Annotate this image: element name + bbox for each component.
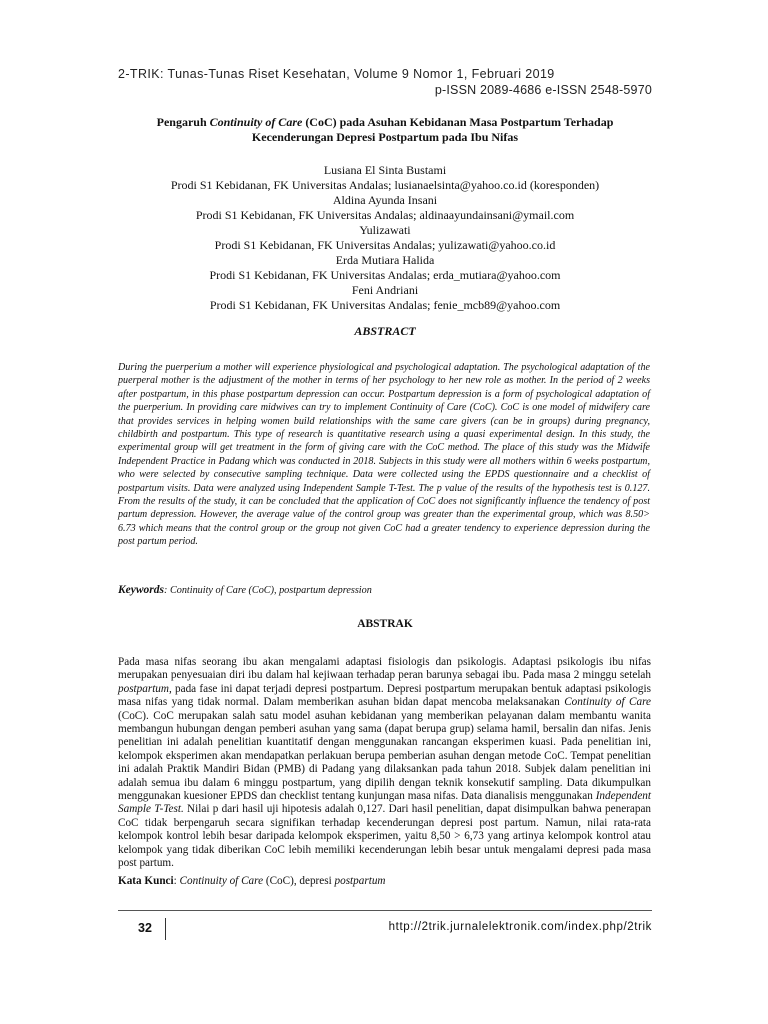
- title-line-2: Kecenderungan Depresi Postpartum pada Ibu Nifas: [251, 130, 519, 144]
- keywords-value: : Continuity of Care (CoC), postpartum depression: [164, 585, 372, 596]
- title-part-3: (CoC) pada Asuhan Kebidanan Masa Postpartum Terhadap: [302, 115, 614, 129]
- paper-title: [118, 115, 652, 145]
- abstrak-italic: Continuity of Care: [564, 696, 651, 709]
- kata-kunci-text: (CoC), depresi: [263, 875, 335, 887]
- abstract-heading: ABSTRACT: [354, 324, 416, 338]
- abstrak-text: Nilai p dari hasil uji hipotesis adalah 0,127. Dari hasil penelitian, dapat disimpulkan bahwa penerapan CoC tidak berpengaruh secara signifikan terhadap kecenderungan depresi post partum. Namun, nilai rata-rata kelompok kontrol lebih besar daripada kelompok eksperimen, yaitu 8,50 > 6,73 yang artinya kelompok kontrol atau kelompok yang tidak diberikan CoC lebih memiliki kecenderungan lebih besar untuk mengalami depresi pada masa post partum.: [118, 803, 651, 870]
- author-affiliation: Prodi S1 Kebidanan, FK Universitas Andalas; yulizawati@yahoo.co.id: [214, 238, 556, 252]
- journal-citation: 2-TRIK: Tunas-Tunas Riset Kesehatan, Volume 9 Nomor 1, Februari 2019: [118, 67, 555, 81]
- abstrak-italic: postpartum,: [118, 682, 172, 695]
- author-name: Yulizawati: [359, 223, 411, 237]
- abstract-body: During the puerperium a mother will experience physiological and psychological adaptation. The psychological adaptation of the puerperal mother is the adjustment of the mother in terms of her psychology to her new role as mother. In the period of 2 weeks after postpartum, in this phase postpartum depression can occur. Postpartum depression is a form of psychological adaptation of the puerperium. In providing care midwives can try to implement Continuity of Care (CoC). CoC is one model of midwifery care that provides services in helping women build relationships with the same care givers (can be in groups) during pregnancy, childbirth and postpartum. This type of research is quantitative research using a quasi experimental design. In this study, the experimental group will get treatment in the form of giving care with the CoC method. The place of this study was the Midwife Independent Practice in Padang which was conducted in 2018. Subjects in this study were all mothers within 6 weeks postpartum, who were selected by consecutive sampling technique. Data were collected using the EPDS questionnaire and a checklist of postpartum visits. Data were analyzed using Independent Sample T-Test. The p value of the results of the hypothesis test is 0.127. From the results of the study, it can be concluded that the application of CoC does not significantly influence the tendency of post partum depression. However, the average value of the control group was greater than the experimental group, which was 8.50> 6.73 which means that the control group or the group not given CoC had a greater tendency to experience depression during the post partum period.: [118, 362, 650, 548]
- title-part-1: Pengaruh: [156, 115, 210, 129]
- author-affiliation: Prodi S1 Kebidanan, FK Universitas Andalas; fenie_mcb89@yahoo.com: [209, 298, 561, 312]
- abstrak-heading: ABSTRAK: [357, 618, 413, 630]
- kata-kunci-line: [118, 875, 651, 888]
- author-name: Aldina Ayunda Insani: [332, 193, 438, 207]
- journal-header: [118, 67, 652, 97]
- abstrak-text: (CoC). CoC merupakan salah satu model asuhan kebidanan yang memberikan pelayanan dalam membantu wanita membangun hubungan dengan pemberi asuhan yang sama (dapat berupa grup) selama hamil, bersalin dan nifas. Jenis penelitian ini adalah penelitian kuantitatif dengan menggunakan rancangan eksperimen kuasi. Pada penelitian ini, kelompok eksperimen akan mendapatkan perlakuan berupa pemberian asuhan dengan metode CoC. Tempat penelitian ini adalah Praktik Mandiri Bidan (PMB) di Padang yang dilaksankan pada tahun 2018. Subjek dalam penelitian ini adalah semua ibu dalam 6 minggu postpartum, yang dipilih dengan teknik konsekutif sampling. Data dikumpulkan menggunakan kuesioner EPDS dan checklist tentang kunjungan masa nifas. Data dianalisis menggunakan: [118, 709, 651, 803]
- author-name: Erda Mutiara Halida: [335, 253, 435, 267]
- title-part-2: Continuity of Care: [209, 115, 303, 129]
- abstrak-italic: Independent Sample T-Test.: [118, 790, 651, 816]
- keywords-line: [118, 584, 650, 597]
- kata-kunci-italic: Continuity of Care: [179, 875, 264, 887]
- footer-rule: [118, 910, 652, 911]
- author-list: [118, 163, 652, 313]
- page-number-divider: [165, 918, 166, 940]
- abstrak-text: Pada masa nifas seorang ibu akan mengalami adaptasi fisiologis dan psikologis. Adaptasi psikologis ibu nifas merupakan penyesuaian diri ibu dalam hal kejiwaan terhadap peran barunya sebagai ibu. Pada masa 2 minggu setelah: [118, 656, 651, 682]
- issn-line: p-ISSN 2089-4686 e-ISSN 2548-5970: [434, 83, 652, 97]
- kata-kunci-italic: postpartum: [334, 875, 386, 887]
- page-number: 32: [138, 921, 152, 935]
- author-affiliation: Prodi S1 Kebidanan, FK Universitas Andalas; erda_mutiara@yahoo.com: [209, 268, 561, 282]
- abstrak-body: [118, 656, 651, 871]
- abstrak-text: pada fase ini dapat terjadi depresi postpartum. Depresi postpartum merupakan bentuk adaptasi psikologis masa nifas yang tidak normal. Dalam memberikan asuhan bidan dapat mencoba melaksanakan: [118, 682, 651, 709]
- keywords-label: Keywords: [118, 584, 164, 596]
- author-affiliation: Prodi S1 Kebidanan, FK Universitas Andalas; lusianaelsinta@yahoo.co.id (koresponden): [170, 178, 600, 192]
- kata-kunci-label: Kata Kunci: [118, 875, 174, 887]
- author-affiliation: Prodi S1 Kebidanan, FK Universitas Andalas; aldinaayundainsani@ymail.com: [195, 208, 575, 222]
- journal-url-link[interactable]: http://2trik.jurnalelektronik.com/index.php/2trik: [388, 921, 652, 933]
- author-name: Feni Andriani: [351, 283, 419, 297]
- author-name: Lusiana El Sinta Bustami: [323, 163, 447, 177]
- kata-kunci-text: :: [173, 875, 180, 887]
